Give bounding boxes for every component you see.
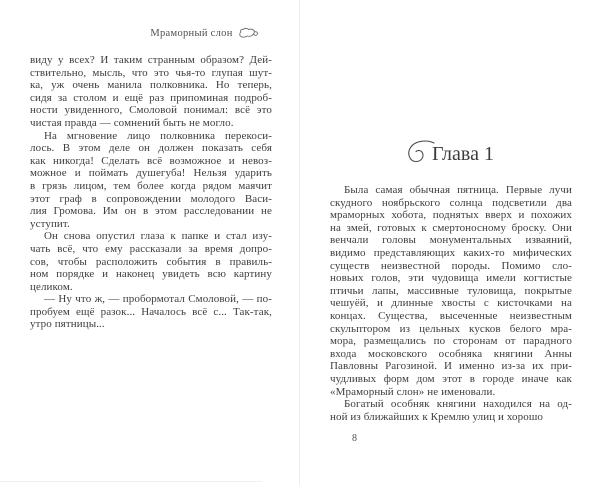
- page-number: 8: [352, 433, 357, 444]
- text-line: венчали головы монументальных изваяний,: [330, 234, 572, 247]
- text-line: чать всё, что ему рассказали за время допро-: [30, 242, 272, 255]
- text-line: в грязь лицом, тем более когда рядом маячит: [30, 179, 272, 192]
- text-line: скульптором из цельных кусков белого мра-: [330, 322, 572, 335]
- text-line: мраморных хобота, поднятых вверх и похожих: [330, 209, 572, 222]
- text-line: виду у всех? И таким странным образом? Дей-: [30, 54, 272, 66]
- text-line: новьих голов, эти чудовища имели когтистые: [330, 272, 572, 285]
- text-line: входа московского особняка княгини Анны: [330, 347, 572, 360]
- text-line: на змей, готовых к смертоносному броску. Они: [330, 221, 572, 234]
- text-line: лось. В этом деле он должен показать себя: [30, 142, 272, 155]
- text-line: Павловны Рагозиной. И именно из-за их при-: [330, 360, 572, 373]
- right-page-text: [330, 184, 572, 423]
- text-line: скудного ноябрьского солнца подсветили два: [330, 196, 572, 209]
- text-line: уступит.: [30, 217, 70, 230]
- text-line: лия Громова. Им он в этом расследовании не: [30, 205, 272, 218]
- text-line: сов, чтобы расположить события в правиль-: [30, 255, 272, 268]
- page-spine-divider: [299, 0, 300, 485]
- text-line: ной из ближайших к Кремлю улиц и хорошо: [330, 410, 544, 423]
- text-line: целиком.: [30, 280, 73, 293]
- text-line: ствительно, мысль, что это чья-то глупая шут-: [30, 66, 272, 79]
- text-line: чудливых форм дом этот в городе иначе как: [330, 372, 572, 385]
- text-line: можное и поймать душегуба! Нельзя ударить: [30, 167, 272, 180]
- chapter-heading: [330, 139, 570, 173]
- page-bottom-edge: [0, 481, 262, 482]
- text-line: Была самая обычная пятница. Первые лучи: [344, 184, 572, 196]
- text-line: Богатый особняк княгини находился на од-: [344, 398, 572, 411]
- text-line: Он снова опустил глаза к папке и стал изу-: [44, 230, 272, 243]
- text-line: ка, уж очень манила полковника. Но теперь,: [30, 79, 272, 92]
- text-line: ном порядке и наконец увидеть всю картину: [30, 268, 272, 281]
- chapter-title: Глава 1: [432, 143, 494, 165]
- text-line: концах. Существа, высеченные неизвестным: [330, 309, 572, 322]
- text-line: утро пятницы...: [30, 318, 105, 331]
- running-header-title: Мраморный слон: [150, 27, 233, 39]
- text-line: видимо представляющих каких-то мифических: [330, 246, 572, 259]
- text-line: сидя за столом и ещё раз припоминая подроб-: [30, 91, 272, 104]
- text-line: чистая правда — сомнений быть не могло.: [30, 116, 234, 129]
- text-line: птичьи лапы, массивные туловища, покрытые: [330, 284, 572, 297]
- running-header: [150, 27, 259, 39]
- text-line: этот граф в сопровождении молодого Васи-: [30, 192, 272, 205]
- text-line: мора, размещались по сторонам от парадного: [330, 335, 572, 348]
- text-line: — Ну что ж, — пробормотал Смоловой, — по-: [44, 293, 272, 306]
- text-line: «Мраморный слон» не именовали.: [330, 385, 496, 398]
- text-line: существ неизвестной породы. Помимо сло-: [330, 259, 572, 272]
- text-line: чешуёй, и длинные хвосты с кисточками на: [330, 297, 572, 310]
- text-line: На мгновение лицо полковника перекоси-: [44, 129, 272, 142]
- text-line: пробуем ещё разок... Началось всё с... Так-так,: [30, 305, 272, 318]
- text-line: как никогда! Сделать всё возможное и невоз-: [30, 154, 272, 167]
- left-page-text: [30, 54, 272, 331]
- text-line: ности увиденного, Смоловой понимал: всё это: [30, 104, 272, 117]
- elephant-ornament-icon: [238, 27, 260, 39]
